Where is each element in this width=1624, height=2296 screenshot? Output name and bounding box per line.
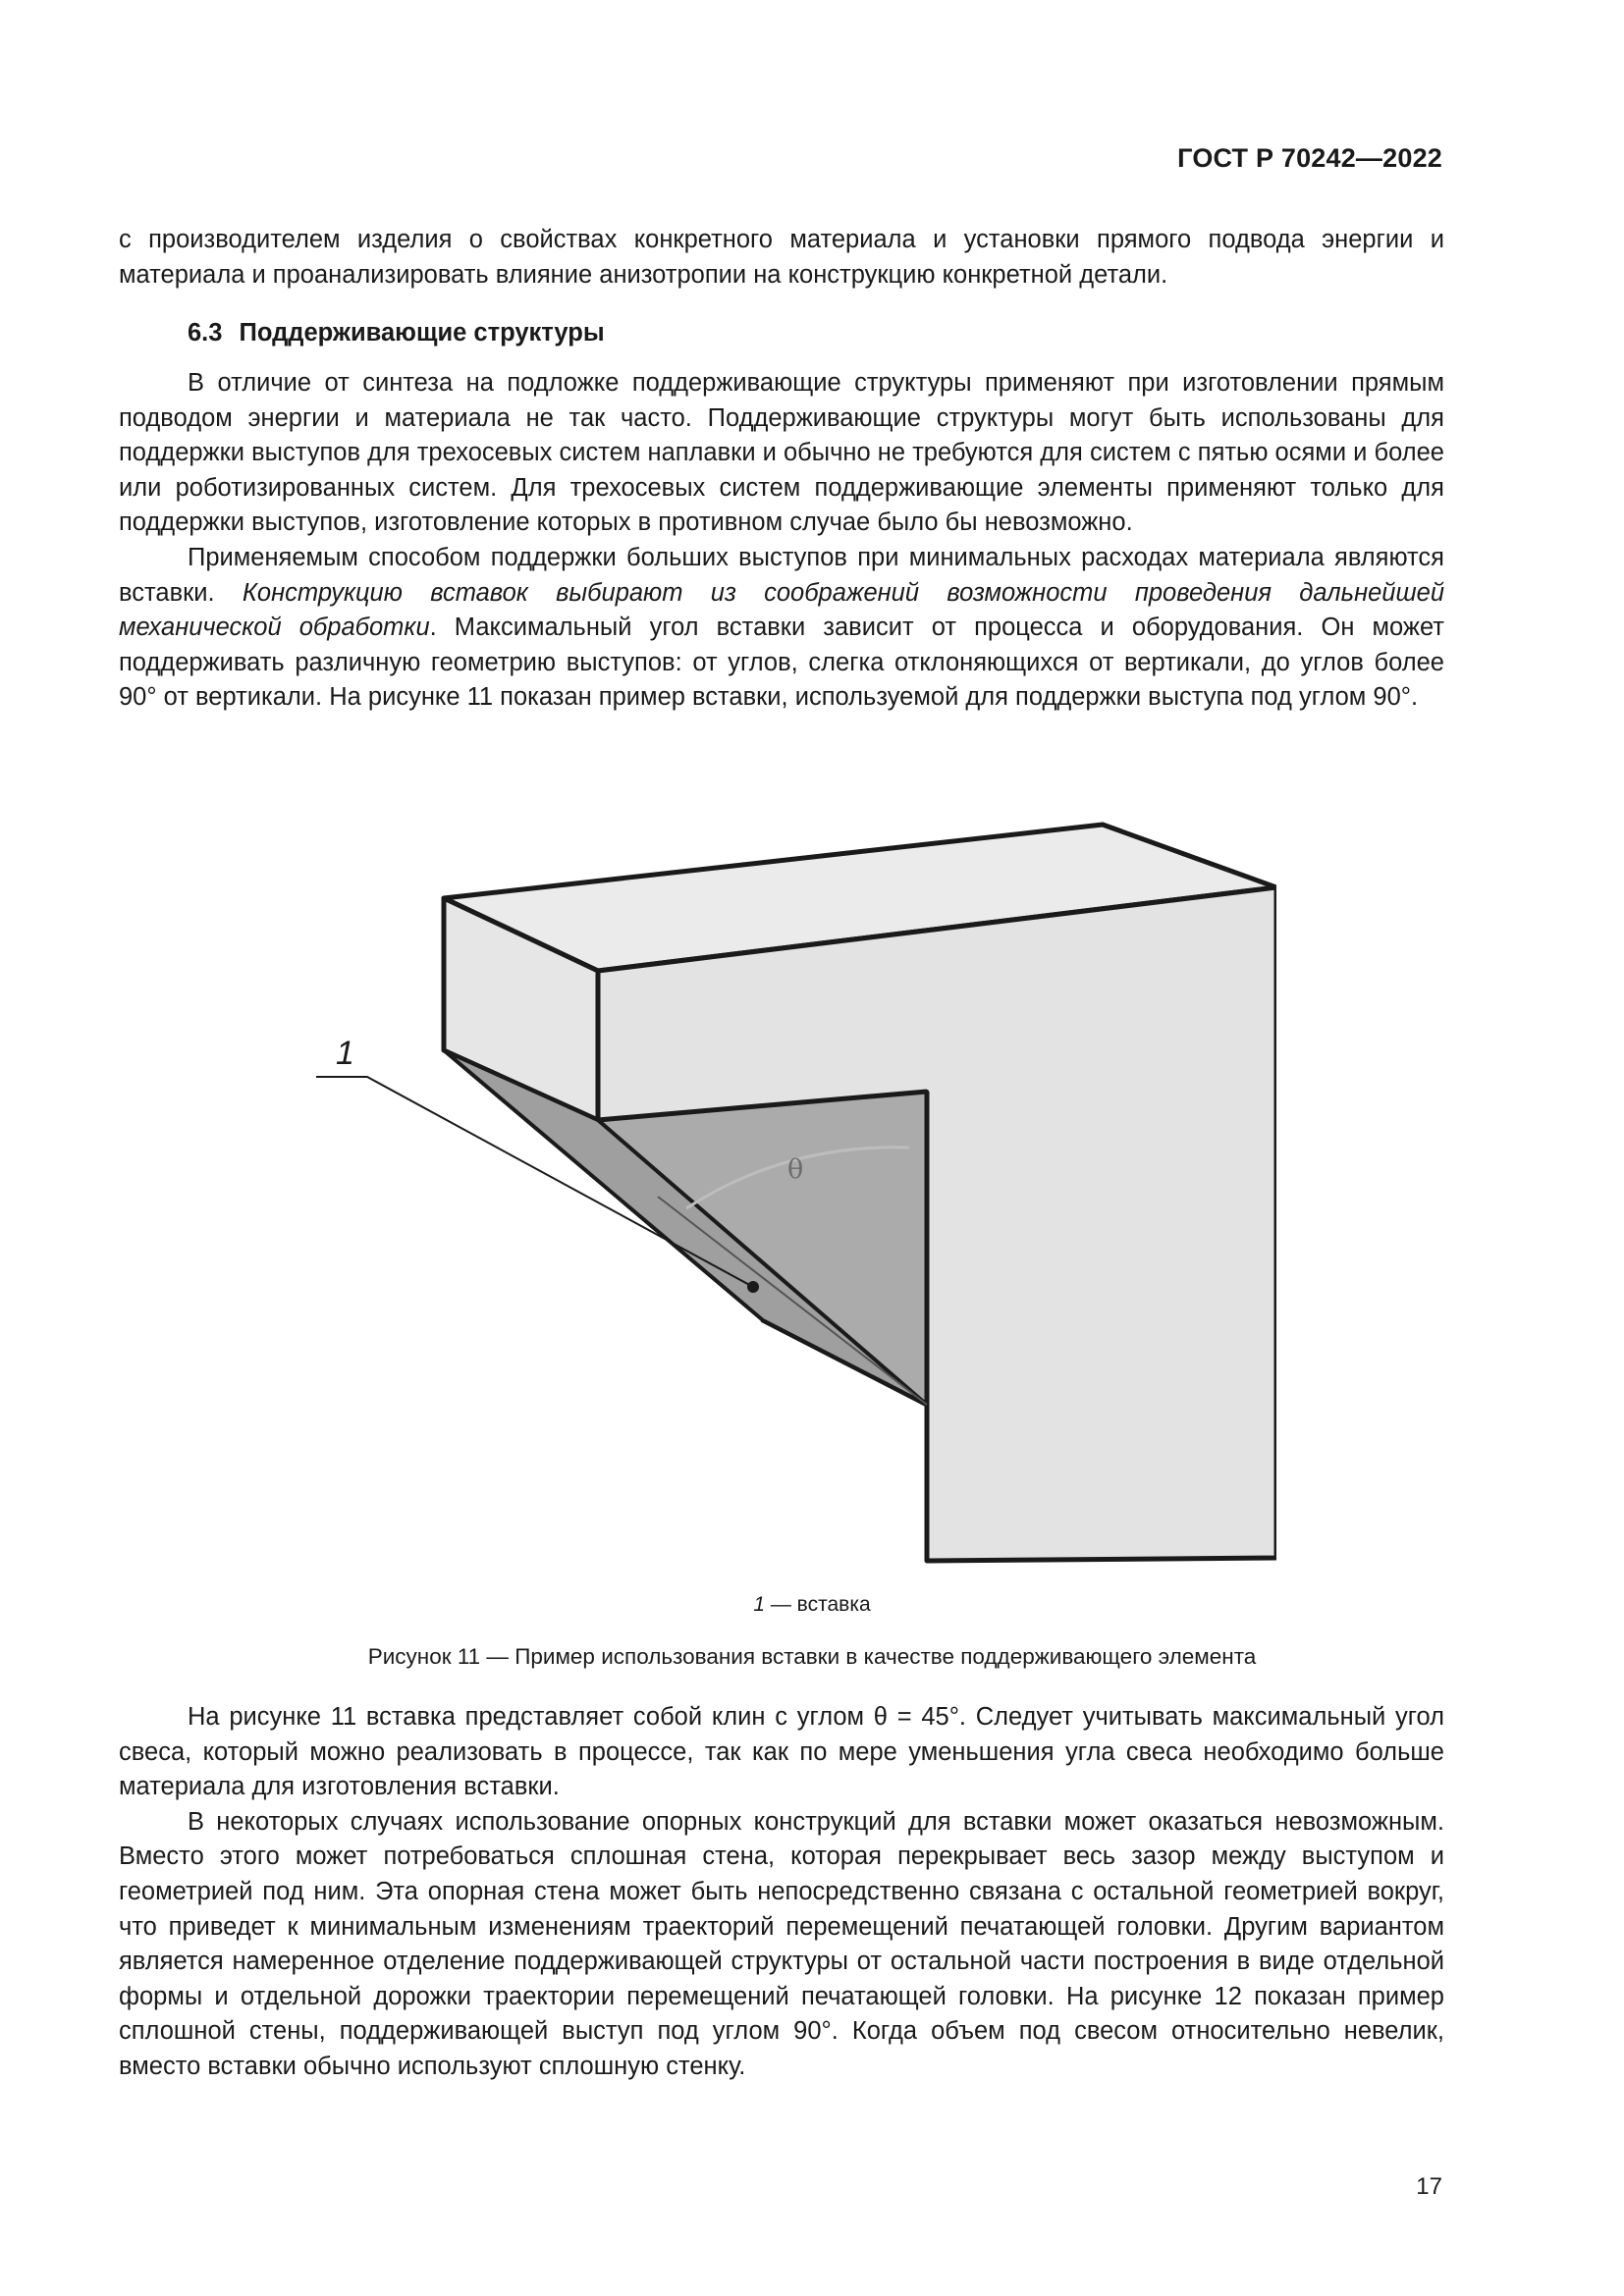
paragraph-intro: с производителем изделия о свойствах конкретного материала и установки прямого подвода энергии и материала и проанализировать влияние анизотропии на конструкцию конкретной детали. [119,226,1444,289]
paragraph-2-italic: Конструкцию вставок выбирают из соображений возможности проведения дальнейшей механической обработки [119,578,1444,642]
callout-dot [747,1281,759,1293]
paragraph-2-start: Применяемым способом поддержки больших выступов при минимальных расходах материала являются вставки. [119,543,1444,607]
callout-label: 1 [336,1035,354,1072]
body-text-bottom [119,1700,1444,2085]
paragraph-4: В некоторых случаях использование опорных конструкций для вставки может оказаться невозможным. Вместо этого может потребоваться сплошная стена, которая перекрывает весь зазор между выступом и геометрией под ним. Эта опорная стена может быть непосредственно связана с остальной геометрией вокруг, что приведет к минимальным изменениям траекторий перемещений печатающей головки. Другим вариантом является намеренное отделение поддерживающей структуры от остальной части построения в виде отдельной формы и отдельной дорожки траектории перемещений печатающей головки. На рисунке 12 показан пример сплошной стены, поддерживающей выступ под углом 90°. Когда объем под свесом относительно невелик, вместо вставки обычно используют сплошную стенку. [119,1807,1444,2080]
paragraph-2-end: . Максимальный угол вставки зависит от процесса и оборудования. Он может поддерживать различную геометрию выступов: от углов, слегка отклоняющихся от вертикали, до углов более 90° от вертикали. На рисунке 11 показан пример вставки, используемой для поддержки выступа под углом 90°. [119,614,1444,712]
page-number: 17 [1416,2173,1442,2200]
figure-caption: Рисунок 11 — Пример использования вставки в качестве поддерживающего элемента [367,1644,1257,1669]
body-text-top [119,366,1444,716]
figure-legend [0,1593,1624,1617]
figure-11-drawing [295,805,1276,1590]
paragraph-2 [119,541,1444,716]
insert-front-face [598,1092,927,1405]
legend-text: — вставка [765,1593,871,1616]
paragraph-3: На рисунке 11 вставка представляет собой клин с углом θ = 45°. Следует учитывать максимальный угол свеса, который можно реализовать в процессе, так как по мере уменьшения угла свеса необходимо больше материала для изготовления вставки. [119,1703,1444,1801]
section-heading [188,319,605,347]
angle-label: θ [787,1154,804,1185]
figure-11 [295,805,1276,1590]
document-header-id: ГОСТ Р 70242—2022 [1177,143,1442,173]
intro-paragraph [119,223,1444,293]
section-number: 6.3 [188,319,223,347]
paragraph-1: В отличие от синтеза на подложке поддерживающие структуры применяют при изготовлении прямым подводом энергии и материала не так часто. Поддерживающие структуры могут быть использованы для поддержки выступов для трехосевых систем наплавки и обычно не требуются для систем с пятью осями и более или роботизированных систем. Для трехосевых систем поддерживающие элементы применяют только для поддержки выступов, изготовление которых в противном случае было бы невозможно. [119,369,1444,537]
legend-number: 1 [753,1593,766,1616]
section-title: Поддерживающие структуры [239,319,605,347]
